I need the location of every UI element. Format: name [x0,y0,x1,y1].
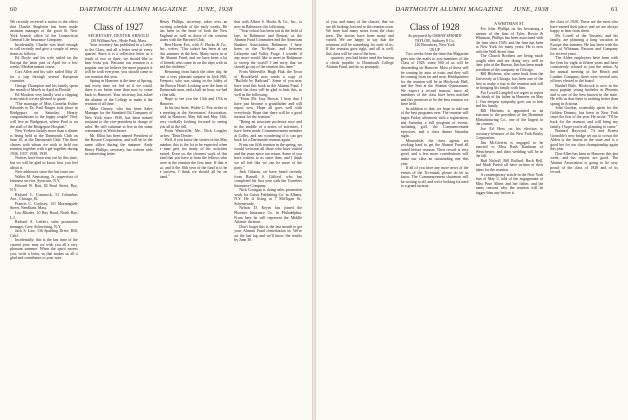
paragraph: Bill Hitchens is appointed as an assistant to the president of the Dennison Manufacturing Co., one of the largest in the country. [475,108,544,127]
paragraph: Spring in Hanover is the time of Spring, and every time we feel as if we could, there is no better time than now to come back to Hanover. Your secretary has asked the alumni of the College to make it the reunion of all time. [84,79,153,107]
paragraph: John Gordon, ostensibly spent for the Golden Dreams, has been in New York since the first of the year. He wrote: "I'll be back for the reunion, and will bring my family. I hope you're all planning to come." [550,106,618,129]
paragraph: Nick Corrigan is doing sales promotion work for Curtis Publishing Co. in Albany, N.Y. He is living at 7 Mil-ligan St., Schenectady. [234,188,302,206]
left-column-2 [85,20,153,416]
left-page-header [10,6,302,16]
paragraph: that with Albert S. Hooks & Co., Inc., is now in Baltimore, the following: [234,20,302,29]
running-head [10,6,302,13]
paragraph: Ben Haven Fox, with A. Hucks & Co., Inc., writes: "Our cohort has been at sea this summer in the best. Many more in at the Alumni Fund, and we have been a lot of friends who came in on the trips with us and the children." [159,42,228,70]
paragraph: New Yorkers luckily more than a dinner is being held at the Dartmouth Club on June 16, at the Dartmouth Club. The three classes with whom we wish to hold our reunion together with a get-together during 1936, 1937, 1938, 1939. [10,129,78,156]
whitman-heading: A WHITMAN ST. [494,21,525,26]
class-1927-address: 130 William Ave., Hyde Park, Mass. [90,38,148,43]
left-page [0,0,312,420]
right-page-number: 61 [611,6,618,13]
paragraph: Edward W. Bott, 82 Pearl Street, Rye, N.Y. [10,183,78,193]
paragraph: George Champion and his family spent the month of March in April in Florida. [10,83,78,93]
right-page-header [326,6,618,16]
paragraph: Don Allen has been in Hanover this last week, and his reports are good. The Alumni Association is going to be very proud of the class of 1928 and of its record. [550,151,618,175]
left-column-4 [234,20,302,416]
class-1928-byline: As prepared by OSMAN SEWARD [408,34,462,38]
paragraph: Barnard Hayward, 74 and Ernest Gronoble's new bridge set out to crown the Alden is the fastest in the state and is a good bet for our class championship again this year. [550,129,618,152]
class-1927-title: Class of 1927 [93,22,144,32]
paragraph: A contemporary article in the New York Sun of May 5, told of the engagement of Miss Prue Albert and her father, and the many reasons why the reunion will be bigger than any before it. [475,172,544,195]
right-columns [326,20,618,416]
paragraph: Richard C. Comstock, 51 Columbus Ave., Chicago, Ill. [10,192,78,202]
paragraph: Well, if you know the stories in the May number, this is the lot to be expected when a man gets too many of his activities mixed. Even so, the cleanest work of this kind that you have is from the fellows who were at the reunion the first time. If that is so, and if the 10th year of the fund is to be a success, I think we should all be on hand." [159,138,228,179]
paragraph: From Waterville, Hugh Flak, the Town of Brookfield now sends a copy of "Buffalo by Railroad". Some of you may have read this book in the Alumni Fund. I think the class will be glad to hear this, as well as the following: [234,70,302,97]
left-page-number: 60 [10,6,17,13]
paragraph: Barthel Bitlo, Hitchcock is now in the most popular young bachelor in Phoenix and is one of the best known in the state. He tells us that there is nothing better than spring in Arizona. [550,83,618,106]
paragraph: New addresses since the last issue are: [15,170,75,175]
paragraph: If all of you have any more news of the events of the Tri-ennial, please do let us know. The Commencement chairman will be writing to all, and we're looking forward to a grand turnout. [400,166,469,189]
paragraph: Francis C. Cooksey, 131 Morningside Street, Needham, Mass. [10,201,78,211]
paragraph: Leo Rhodes, 10 Bay Road, North Bay, L.I. [10,210,78,220]
paragraph: From Waterville, Me., Dick Longley writes: "Dear Dexter: [159,129,228,138]
paragraph: "Your cohort has been out in the field of late, in Baltimore and Boston, as the Alumni Fund Committee and the American Bankers Association, Baltimore. I have been in the Tri-State, and between Lafayette and Valley Forge. I wonder if any more would like to meet in Baltimore to sweep the world? I am sorry that we should go out of the reunion this time." [234,29,302,70]
magazine-title: DARTMOUTH ALUMNI MAGAZINE [79,6,188,13]
paragraph: "The marriage of Miss Cornelia Esther Edwards to Dr. Paul Rutger took place in Bridgeport on Saturday. Hearty congratulations to the happy couple! They will live in Bridgeport, where Paul is on the staff of the Bridgeport Hospital." [10,101,78,129]
paragraph: Jack Gilman, we have heard recently from Russell S. Gifford, who has completed his first year with the Travelers Insurance Company. [234,170,302,188]
fund-reminder: Don't forget this is the last month to get your Alumni Fund contribution in. We're on the last lap and we'll know the results by June 30. [234,224,302,243]
paragraph: the class of 1928. These are the men who have earned their place, and we are always happy to hear from them. [550,20,618,34]
paragraph: Hope to see you the 13th and 17th in Hanover. [159,97,228,106]
paragraph: Returning from lunch the other day, he met a very pleasant surprise in Jack Hill, Freeport, who was sitting in the lobby of the Brown Hotel. Looking over the lines of Dartmouth men, and a half an hour, we had a fine talk. [159,70,228,97]
paragraph: From our fifth reunion in the spring, we would welcome all those who have visited and the years since our return. Some of you have written to us since then, and I think we all feel like we can be more of the party." [234,142,302,170]
running-head-right [326,6,618,13]
paragraph: Nelson D. Keyes has joined the Phoenix Insurance Co. in Philadelphia. From here he will represent the Middle Atlantic division. [234,206,302,225]
paragraph: Mr. Lovell of the Trustees, and his family, are planning a long vacation in Europe this summer. He has been with the firm of Whitman, Parsons and Company for several years. [550,33,618,56]
class-1928-motto: '28 UP [429,47,440,52]
paragraph: Bill Hitchens, who came back from the University at Chicago, has been one of the first to make a trip to the reunion and will be bringing his family with him. [475,72,544,91]
paragraph: Incidentally, this is the last time of the current year; may we wish you all a very pleasant summer. When the spirit moves you, write a letter, as that makes us all a glad and contributes to your note. [10,238,78,261]
paragraph: quarters, you had better send the bureau a check payable to Dartmouth College Alumni Fund, and do so promptly. [326,56,394,70]
paragraph: Meanwhile, the class agents are working hard to get the Alumni Fund all raised before reunion. Their record is very good, and a few more contributions will make our class an outstanding one this year. [400,138,469,166]
paragraph: Jack S. Law, 136 Spalding Drive, Hill, Calif. [10,229,78,238]
paragraph: For Lowell Langdell we regret to report the death of his father in Hanover on May 2. Our deepest sympathy goes out to him and his family. [475,90,544,109]
paragraph: Incidentally, Charlie was kind enough to call recently and give a couple of news items as follows: [10,42,78,56]
right-page [316,0,628,420]
issue-date-right: JUNE, 1938 [513,6,549,13]
paragraph: We recently received a notice to the effect that Charlie Singleton has been made assistant manager of the good St. New York branch office of the Connecticut General Life Insurance Company. [10,20,78,43]
right-column-1 [326,20,394,416]
class-1928-address: 120 Broadway, New York [414,43,455,48]
class-1927-secretary: SECRETARY, DEXTER ARNOLD [88,34,149,38]
paragraph: Mike Cheney, who has been Sales Manager for the Standard Oil Company of New York since 1930, has been named assistant to the vice-president in charge of sales. He will continue to live in the same community in Westchester. [84,106,153,134]
paragraph: Ed Doyle and his wife sailed on the Europa the latter part of April for a few weeks' Mediterranean cruise. [10,56,78,70]
paragraph: Your secretary has published in a Letter to the Class, and all a letter sent in every quarter. Since it is a collective letter as a result of two or three, we should like to hear from you. Because our reunion is a popular one we believe the more popular it will be with everyone, you should come to our reunion this year. [84,43,153,79]
class-1928-firm: TAYLOR, Anthony 8 Co. [414,38,455,43]
paragraph: Mr. Elliot has been named President of the Boston Corporation, and will be in the same office during the summer. Andy Henry Phillips, secretary, has written with an interesting letter. [84,133,153,157]
paragraph: Notices have been sent out by this time, but we will be glad to know how you feel about it. [10,156,78,170]
paragraph: Richard A. Lettieri, sales promotion manager, Grey Advertising, N.Y. [10,220,78,229]
paragraph: Jim McGiverin is engaged to be married to Miss Ruth Kaufman of Westchester, and their wedding will be in the fall. [475,140,544,159]
left-columns [10,20,302,416]
right-column-3 [476,20,544,416]
paragraph: Two weeks from the time this Magazine goes into the mails to you members of the Class of 1928, some 500 of us will be descending on Hanover. Most of these will be coming by auto or train, and they will be coming from far and near. Headquarters for the reunion will be in Hitchcock Hall, and the Tent at the Alumni Gymnasium. We expect a record turnout, since all members of the class have been notified and this promises to be the best reunion we have held. [400,52,469,107]
paragraph: Cort Allen and his wife sailed May 21 for a trip through several European countries. [10,70,78,84]
paragraph: Joe Ed Hess on his election to secretary-treasurer of the New York Realty Corporation. [475,127,544,141]
right-column-2 [401,20,469,416]
paragraph: "From Mr. Guy Brown, I hear that I have just become a grandfather and will report now. Hope all goes well with everybody. Hope that there will be a good turnout for the reunion." [234,97,302,120]
paragraph: Bud Nicholl, Bill Bullard, Buck Bell, and Mark Parish all have written of their plans for the reunion. [475,158,544,172]
paragraph: The Alden employees have been with the firm for eight to fifteen years and have consistently refused to join the union. At the annual meeting of the Beach and Lumber Company, there were several new officers elected to the board. [550,56,618,84]
paragraph: Walter M. Armstrong, Jr., supervisor of business service, Syracuse, N.Y. [10,174,78,184]
issue-date: JUNE, 1938 [197,6,233,13]
left-column-1 [10,20,78,416]
paragraph: In his last letter, Walter C. Fitz writes of a meeting at the Secretaries' Association, held in Hanover, May 6th and May 13th, very cordially looking forward to seeing you all in the fall. [159,106,228,129]
magazine-title-right: DARTMOUTH ALUMNI MAGAZINE [395,6,504,13]
paragraph: of you, and many of the classes, that we are all looking forward to the reunion soon. We have had many notes from the class men. The stories have been many and varied. We are happy to say that the reunions will be something for each of us. If the reunion goes right, and all is well, this class will be one of the best. [326,20,394,56]
paragraph: For John Phillips on his becoming a partner of the firm of Tyler, Bowie & Whitman, Phillips has been associated with the firm since 1929, and the firm has been in New York for many years. He is now with the Wall Street firm. [475,27,544,54]
paragraph: In addition to that, we hope to add one of the best programs ever. The reunion will begin Friday afternoon with a registration, and Saturday a full program of events, including golf, the Commencement exercises, and a class dinner Saturday night. [400,106,469,139]
paragraph: Henry Phillips, secretary, takes over an exciting schedule of the early weeks. He has been in the heart of both the New England as well as those of the western states with the Harvard Club. [159,20,228,43]
paragraph: "Being an associate professor now and in the middle of a series of activities, I have been made Commencement member at Colby, and am wondering if it can get back for a Dartmouth reunion again." [234,120,302,143]
right-column-4 [550,20,618,416]
paragraph: Ed Moulton very kindly sent a clipping from which we are pleased to quote: [10,92,78,102]
class-1928-title: Class of 1928 [409,22,460,32]
paragraph: The Church Brothers are being much sought after and are doing very well in their jobs at the Bureau. Jim has been made president of the company in Chicago. [475,54,544,72]
left-column-3 [160,20,228,416]
